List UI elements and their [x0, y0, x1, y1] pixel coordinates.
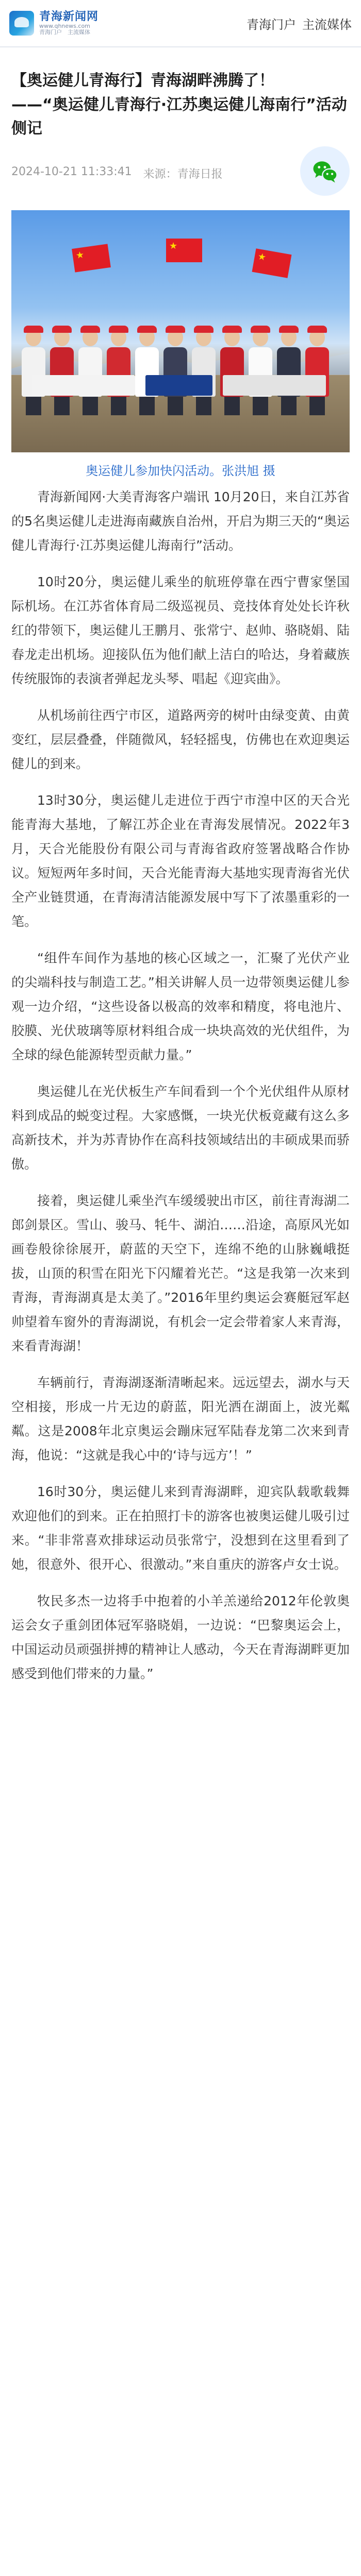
article-paragraph: 接着，奥运健儿乘坐汽车缓缓驶出市区，前往青海湖二郎剑景区。雪山、骏马、牦牛、湖泊……沿途，高原风光如画卷般徐徐展开，蔚蓝的天空下，连绵不绝的山脉巍峨挺拔，山顶的积雪在阳光下闪耀着光芒。“这是我第一次来到青海，青海湖真是太美了。”2016年里约奥运会赛艇冠军赵帅望着车窗外的青海湖说，有机会一定会带着家人来青海，来看青海湖！ [11, 1193, 350, 1353]
photo-person [135, 329, 159, 416]
photo-person [107, 329, 130, 416]
photo-person [50, 329, 74, 416]
photo-banner [32, 375, 135, 396]
photo-flag [252, 248, 292, 278]
article-paragraph: 10时20分，奥运健儿乘坐的航班停靠在西宁曹家堡国际机场。在江苏省体育局二级巡视员、竞技体育处处长许秋红的带领下，奥运健儿王鹏月、张常宁、赵帅、骆晓娟、陆春龙走出机场。迎接队伍为他们献上洁白的哈达，身着藏族传统服饰的表演者弹起龙头琴、唱起《迎宾曲》。 [11, 574, 350, 686]
article-paragraph: “组件车间作为基地的核心区域之一，汇聚了光伏产业的尖端科技与制造工艺。”相关讲解人员一边带领奥运健儿参观一边介绍，“这些设备以极高的效率和精度，将电池片、胶膜、光伏玻璃等原材料组合成一块块高效的光伏组件，为全球的绿色能源转型贡献力量。” [11, 950, 350, 1062]
header-nav [247, 14, 352, 32]
logo-domain: www.qhnews.com [39, 23, 90, 29]
article-title [0, 47, 361, 141]
article-title-line2: ——“奥运健儿青海行·江苏奥运健儿海南行”活动侧记 [11, 95, 347, 138]
photo-person [249, 329, 272, 416]
article-paragraph: 奥运健儿在光伏板生产车间看到一个个光伏组件从原材料到成品的蜕变过程。大家感慨，一块光伏板竟藏有这么多高新技术，并为苏青协作在高科技领域结出的丰硕成果而骄傲。 [11, 1083, 350, 1172]
site-logo[interactable] [9, 11, 99, 36]
photo-person [78, 329, 102, 416]
article-paragraph: 从机场前往西宁市区，道路两旁的树叶由绿变黄、由黄变红，层层叠叠，伴随微风，轻轻摇曳，仿佛也在欢迎奥运健儿的到来。 [11, 707, 350, 771]
logo-text [39, 11, 99, 36]
article-paragraph: 16时30分，奥运健儿来到青海湖畔，迎宾队载歌载舞欢迎他们的到来。正在拍照打卡的游客也被奥运健儿吸引过来。“非非常喜欢排球运动员张常宁，没想到在这里看到了她，很意外、很开心、很激动。”来自重庆的游客卢女士说。 [11, 1484, 350, 1572]
article-meta [11, 165, 223, 181]
photo-caption: 奥运健儿参加快闪活动。张洪旭 摄 [86, 463, 275, 478]
article-source: 来源：青海日报 [143, 168, 223, 181]
article-paragraph: 青海新闻网·大美青海客户端讯 10月20日，来自江苏省的5名奥运健儿走进海南藏族自治州，开启为期三天的“奥运健儿青海行·江苏奥运健儿海南行”活动。 [11, 489, 350, 553]
wechat-share-button[interactable] [300, 146, 350, 196]
photo-banner [223, 375, 326, 396]
photo-person [163, 329, 187, 416]
article-paragraph: 13时30分，奥运健儿走进位于西宁市湟中区的天合光能青海大基地，了解江苏企业在青海发展情况。2022年3月，天合光能股份有限公司与青海省政府签署战略合作协议。短短两年多时间，天合光能青海大基地实现青海省光伏全产业链贯通，在青海清洁能源发展中写下了浓墨重彩的一笔。 [11, 792, 350, 929]
logo-subtitle: 青海门户 主流媒体 [39, 29, 90, 36]
article-meta-row [0, 141, 361, 205]
photo-person [22, 329, 45, 416]
photo-flag [72, 244, 111, 272]
logo-name: 青海新闻网 [39, 10, 99, 23]
article-title-line1: 【奥运健儿青海行】青海湖畔沸腾了！ [11, 72, 274, 90]
photo-person [192, 329, 216, 416]
photo-person [305, 329, 329, 416]
wechat-share-icon [309, 156, 340, 187]
publish-date: 2024-10-21 11:33:41 [11, 165, 132, 178]
photo-person [277, 329, 301, 416]
photo-banner [145, 375, 212, 396]
article-photo [11, 210, 350, 452]
article-paragraph: 牧民多杰一边将手中抱着的小羊羔递给2012年伦敦奥运会女子重剑团体冠军骆晓娟，一边说：“巴黎奥运会上，中国运动员顽强拼搏的精神让人感动，今天在青海湖畔更加感受到他们带来的力量。” [11, 1593, 350, 1681]
nav-mainstream-media[interactable]: 主流媒体 [302, 17, 352, 32]
article-paragraph: 车辆前行，青海湖逐渐清晰起来。远远望去，湖水与天空相接，形成一片无边的蔚蓝，阳光洒在湖面上，波光粼粼。这是2008年北京奥运会蹦床冠军陆春龙第二次来到青海，他说：“这就是我心中的‘诗与远方’！” [11, 1375, 350, 1463]
article-body [0, 485, 361, 1686]
qhnews-logo-icon [9, 11, 34, 36]
site-header [0, 0, 361, 47]
photo-person [220, 329, 244, 416]
photo-flag [166, 239, 202, 262]
nav-qinghai-portal[interactable]: 青海门户 [247, 17, 296, 32]
